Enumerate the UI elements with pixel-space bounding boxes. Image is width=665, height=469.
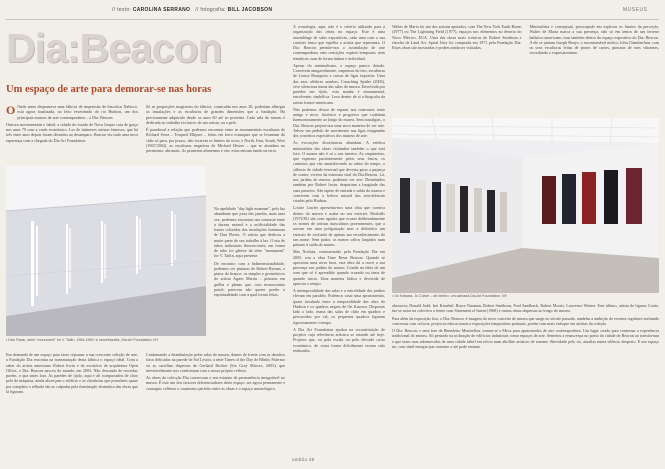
column-1-bottom: [6, 352, 138, 452]
paragraph: As obras da colecção Dia conservam o seu estatuto de permanência inesgotável no museu. É este um dos factores diferenciadores deste espaço: ser agora permanente e conseguir celebrar o casamento perfeito entre as obras e o espaço museológico.: [146, 375, 285, 391]
paragraph: No apelidado "day light museum", pela luz abundante que jorra das janelas, mais uma vez, podemos encontrar um contraste entre a dureza natural e a artificialidade das fontes coloridas das instalações luminosas de Dan Flavin. O artista que dedicou a maior parte do seu trabalho à luz. O uso de tubos industriais fluorescentes, em forma de tubo foi gênese da série "monument" for V. Tatlin, aqui presente.: [214, 206, 285, 259]
paragraph: A Dia Art Foundation ajudou na reconstituição de projetos cuja relevância artística se estende até hoje. Projetos que, ou pela escala ou pelo elevado custo económico, de outra forma dificilmente teriam sido realizados.: [293, 326, 385, 353]
header-divider: [6, 19, 659, 20]
credit-photo-label: // fotografia:: [195, 7, 226, 13]
flavin-installation-photo: [6, 166, 206, 336]
paragraph: Apesar do minimalismo, o espaço parece dotado. Convivem amigavelmente, suspensas do teto, esculturas de Louise Bourgeois e caixas de ligas expositis. Uma das suas célebres aranhas, Crouching Spider (2003), vive silenciosa numa das salas do museu. Envolvida por paredes em tijolo, esta aranha é monumental, envolvente, simbólica. Leva dentro de si a biografia da artista franco-americana.: [293, 62, 385, 105]
paragraph: Continuando a deambulação pelas salas do museu, damos de frente com as desafios fotos delicadas na parede de Sol Lewitt, a série Times of the Day de Blinky Palermo ou as caixilhas dispersas de Gerhard Richter (Six Gray Mirrors, 2003), que inevitavelmente nos confrontam com o nosso próprio reflexo.: [146, 352, 285, 373]
paragraph: Só as proporções magistrais do fábrica, construída nos anos 20, poderiam albergar as instalações e as esculturas de grandes dimensões que a fundação. Há precisamente adquirido desde os anos 60 até ao presente. Cada sala do museu é dedicada ao trabalho exclusivo de um artista, ou a pelo.: [146, 104, 285, 125]
credit-text-author: CAROLINA SERRANO: [132, 7, 191, 13]
column-2-middle: [214, 206, 285, 344]
paragraph: Walter de Maria foi um dos artistas apoiados, com The New York Earth Room (1977) ou The Lightning Field (1977), espaços nos elementos no deserto do Novo México, EUA. Uma das obras mais icónicas de Robert Smithson e estrelar de Land Art, Spiral Jetty foi comprada em 1971 pela Fundação Dia. Estas obras são mostradas e podem ainda ser visitadas.: [392, 24, 522, 50]
gallery-caption: • On Kawara, Jo Culver – de dentro, um camada Dia Art Foundation, NY: [392, 294, 508, 298]
flavin-photo-image: [6, 166, 206, 336]
paragraph: Minimalista e conceptual, preocupado em explorar os limites da perceção, Walter de Maria marca a sua presença, não só em temos de um terreno balístico americano, mas também dentro do espaço expositivo do Dia: Beacon. A ele se juntam Joseph Beuys, o incontornável mítico; John Chamberlain, com os seus esculturas feitas de partes de carros, pinturas de tons vibrantes, recordando o expressionismo: [529, 24, 659, 56]
paragraph: Louise Lawler apresenta-nos uma obra que comeca dentro do museu e acaba no seu exterior. Birdcalls (1972/81) são sons agudos que ecoam deliberadamente os nomes de artistas masculinos proeminentes, que a ouvem em uma poligonação mas a definitivo um estatuto de exclusão de apenas um reconhecimento do seu nome. Sem pudor, os nomes soltos lançados num pássaro à saída do museu.: [293, 205, 385, 247]
article-subtitle: Um espaço de arte para demorar-se nas horas: [6, 84, 212, 95]
paragraph: A intemporalidade das salas e a entrelidade dos jardins elevam em paralelo. Podemos casar uma aprazimeinto, quase insultado entre a temporalidade das obra do Hudson e os quadros negros de On Kawara. Dispostas lado a lado, numa das salas de chão em quadros e percorridos por cal, os pequenos quadros figuram rigorosamente o tempo.: [293, 288, 385, 325]
paragraph: Em demanda de um espaço para fazer repousar a sua crescente coleção de arte, a Fundação Dia encontra na transmutação desta fábrica o espaço ideal. Com a saber do artista americano Robert Irwin e do escritório de arquitetura Open Office, o Dia: Beacon nasceu do mundo, em 2003. Não deixando de recordar, porém, o que antes fora. As paredes de tijolo, aqui e ali compactados de claro pelo de máquina, ainda alicerçam o edifício e as claraboias que prenchem quase por completo o telhado são as culpadas pela iluminação dramática das obras que lá figuram.: [6, 352, 138, 394]
credit-text-label: // texto:: [112, 7, 132, 13]
intro-paragraph: [6, 104, 138, 120]
paragraph: A cronologia, aqui, não é o critério utilizado para a organização das obras no espaço. Este é uma assemblage de salas expositivas, cada uma com a sua carácter único que espelha o artista que representa. O Dia: Beacon permite-nos o assimilação de arte contemporânea sem restrições espácio-temporais nem temáticas, mas de forma íntima e individual.: [293, 24, 385, 61]
paragraph: O Dia: Beacon, e uma fase de Benedetto Montrellon, tornou-se a Meca para apaixonados de arte contemporânea. Um lugar criado para contornar a experiência tradicional do museu. Ali pensado na utilização de edifícios industriais como espaços de arte. Semeiou a renascença no poeto da cidade de Beacon ao transformar o que eram ruas adormecidas de uma cidade fabril em oficio num abrilhio artístico de renome. Brevidade pelo rio, atualiza numa silêncio despesto. E um espaço no, com simil energia que comente a até pode emanar.: [392, 328, 659, 349]
article-title: Dia:Beacon: [6, 25, 222, 71]
paragraph: Não podemos deixar de reparar nos contrastes entre antigo e novo, histórico e progresso que coabitam harmoniosamente ao longo do museu. Sem nostalgias, o Dia: Beacon projeta-nos uma nova maneira de ver arte. Talvez um pedido de movimento nas ligas estagnadas dos conceitos expositivos dos museus de arte.: [293, 106, 385, 138]
top-bar: [0, 6, 665, 18]
paragraph: Mas Nochau, comissionado pela Fundação Dia em 2005, cria a obra Time Reser Beacon. Quando se aproxima uma nova hora, esta obra dá a ouvir a sua presença nos jardins do museu. Condiz na ideia de um som que só é aprendido quando cruzado ou tenta de quando inicia. Uma maneira lúdica e divertida de apreciar o tempo.: [293, 249, 385, 286]
gallery-installation-photo: [392, 118, 659, 293]
column-4-top: [392, 24, 659, 114]
paragraph: Outrora movimentada e fabril, a cidade do estado de Nova Iorque caiu de graça nos anos 70 com a crash económico. Lur de inúmeros artistas famosos, que há três vinte anos depois foram deixados ao desamparo. Beacon viu tudo uma nova esperança com a chegada do Dia Art Foundation.: [6, 121, 138, 143]
page-number: umbôo 49: [292, 457, 315, 462]
drop-cap: O: [6, 104, 16, 117]
paragraph: Para além da exposição fixa, o Dia: Beacon, é imagem do novo conceito de museu que surge no século passado, também a ambição de eventos regulares incluindo conversas com críticos, projectos educacionais e exposições temporárias pontuais, porém com mais enfoque em artistas da coleção.: [392, 315, 659, 326]
column-2-bottom: [146, 352, 285, 452]
paragraph: As evocações dicotómicas abundam. A estética minimalista das obras vislumbra também o que está fora. O museu não é só o seu interior. As carpinteiras, que esperam pacientemente pelos seus frutos; os canteiros que vão amarelecendo ao sabor do tempo, o silêncio de cidade invernal que deveria gerar a pujança de conter, viveiro da estrutura vital do Dia:Beacon. Lá, nos jardins do museu, podemos ver arte. Desenhados também por Robert Irwin, despertam a longitude das suas passeios. São tapete de entrada e saída do museu e convivem com a beleza natural das envolvências criadas pelo Hudson.: [293, 140, 385, 203]
gallery-photo-image: [392, 118, 659, 293]
paragraph: abstracto; Donald Judd, Imi Knoebel, Bruce Nauman, Robert Smithson, Fred Sandback, Robert Morris, Lawrence Weiner. Este último, artista de figuras Conto, faz-se notar na colectiva a frente com Statement of Intent (1968) e outras obras dispersas ao longo do museu.: [392, 303, 659, 314]
intro-text: Onde antes despontava uma fábrica de impressão de biscoitos Nabisco, está agora sinalizada, no leito esverdeado do rio Hudson, um dos principais museus de arte contemporânea – o Dia: Beacon.: [17, 104, 138, 120]
column-1-top: [6, 104, 138, 164]
paragraph: De encontro com a bidimensionalidade, podemos ver pinturas de Robert Ryman, o pintor do branco; os simples e geométricos do artista Agnes Martin – pinturas em grelha e planas que, com monocromia pastel, parecem não querer perder a espiritualidade com a qual foram feitas.: [214, 260, 285, 297]
paragraph: É paradoxal a relação que podemos encontrar entre as monumentais esculturas de Richard Serra – Torqued Ellipses – feitas em ferro estanques que se levantam do chão só para, por pouco, não tocarem os limites do tecto; e North, East, South, West (1967/2002), as esculturas negativas de Michael Heizer – que se afundam no pavimento, abismais. As primeiras alimenam o céu, estas entram fundo na terra.: [146, 127, 285, 153]
section-label: MUSEUS: [623, 7, 648, 13]
column-3: [293, 24, 385, 450]
flavin-caption: • Dan Flavin, série "monument" for V. Tatlin, 1964-1969, vi semelhantes, Dia:Art Foundation, NY: [6, 338, 159, 342]
credit-photo-author: BILL JACOBSON: [227, 7, 273, 13]
column-4-bottom: [392, 303, 659, 453]
credits: [112, 7, 272, 13]
